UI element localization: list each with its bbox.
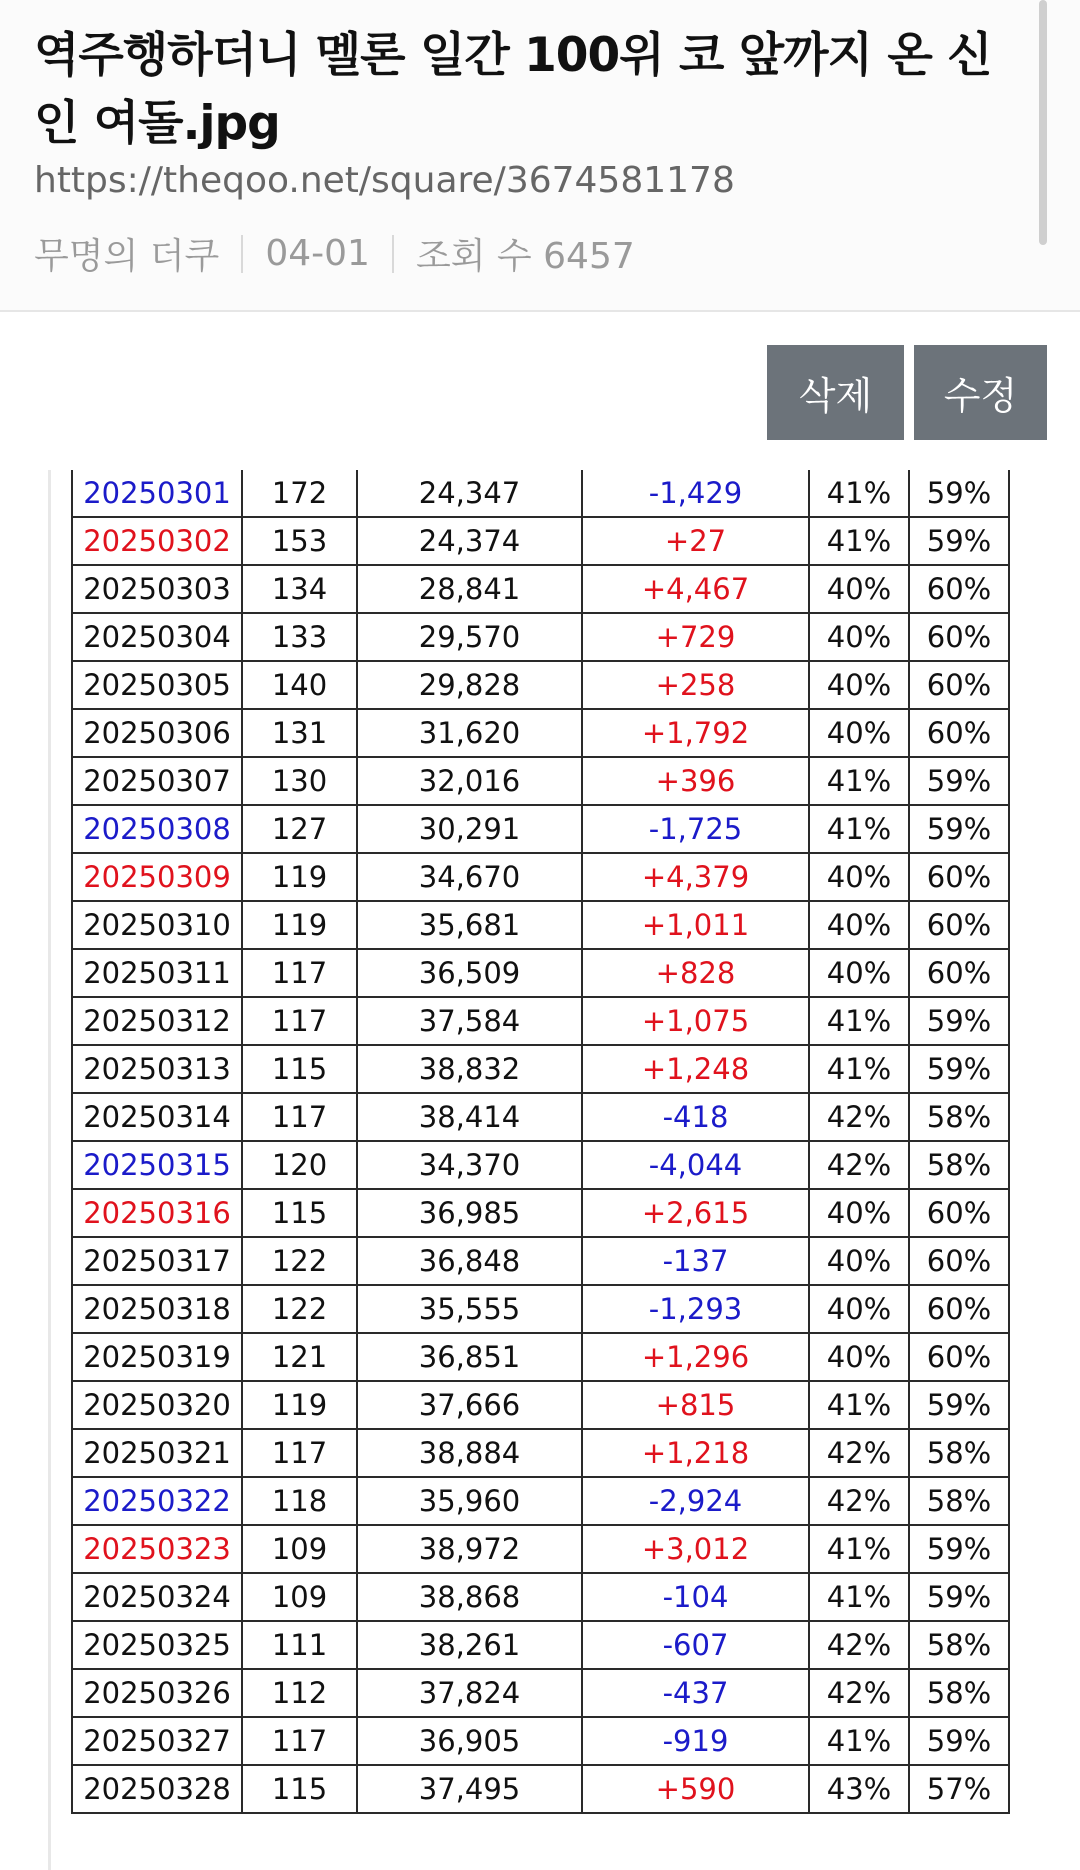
post-url-link[interactable]: https://theqoo.net/square/3674581178 [34, 160, 735, 201]
listener-count-cell: 36,509 [357, 949, 582, 997]
rank-cell: 122 [242, 1285, 357, 1333]
percent-cell-1: 40% [809, 1285, 909, 1333]
percent-cell-2: 58% [909, 1621, 1009, 1669]
rank-cell: 119 [242, 853, 357, 901]
rank-cell: 134 [242, 565, 357, 613]
change-cell: -437 [582, 1669, 809, 1717]
table-row [72, 997, 1009, 1045]
listener-count-cell: 29,570 [357, 613, 582, 661]
percent-cell-1: 42% [809, 1477, 909, 1525]
date-cell: 20250319 [72, 1333, 242, 1381]
percent-cell-1: 42% [809, 1669, 909, 1717]
percent-cell-1: 40% [809, 949, 909, 997]
change-cell: +590 [582, 1765, 809, 1813]
percent-cell-1: 41% [809, 1717, 909, 1765]
rank-cell: 140 [242, 661, 357, 709]
table-row [72, 1045, 1009, 1093]
percent-cell-1: 42% [809, 1429, 909, 1477]
table-row [72, 1093, 1009, 1141]
table-row [72, 1573, 1009, 1621]
delete-button[interactable]: 삭제 [767, 345, 904, 440]
rank-cell: 131 [242, 709, 357, 757]
table-row [72, 1525, 1009, 1573]
change-cell: -4,044 [582, 1141, 809, 1189]
change-cell: +1,218 [582, 1429, 809, 1477]
chart-table-image [0, 470, 1080, 1870]
table-row [72, 661, 1009, 709]
post-date: 04-01 [265, 233, 370, 274]
listener-count-cell: 35,960 [357, 1477, 582, 1525]
percent-cell-2: 60% [909, 661, 1009, 709]
percent-cell-1: 41% [809, 997, 909, 1045]
percent-cell-1: 41% [809, 1045, 909, 1093]
percent-cell-1: 41% [809, 757, 909, 805]
table-row [72, 1333, 1009, 1381]
table-row [72, 709, 1009, 757]
listener-count-cell: 34,370 [357, 1141, 582, 1189]
change-cell: +1,011 [582, 901, 809, 949]
percent-cell-2: 60% [909, 1285, 1009, 1333]
listener-count-cell: 32,016 [357, 757, 582, 805]
table-row [72, 517, 1009, 565]
table-row [72, 1381, 1009, 1429]
change-cell: -137 [582, 1237, 809, 1285]
percent-cell-1: 40% [809, 1237, 909, 1285]
change-cell: +815 [582, 1381, 809, 1429]
percent-cell-2: 58% [909, 1477, 1009, 1525]
table-row [72, 1237, 1009, 1285]
rank-cell: 115 [242, 1045, 357, 1093]
table-row [72, 1621, 1009, 1669]
view-count: 조회 수 6457 [415, 236, 635, 277]
listener-count-cell: 38,972 [357, 1525, 582, 1573]
meta-divider [241, 235, 243, 273]
date-cell: 20250305 [72, 661, 242, 709]
percent-cell-1: 40% [809, 1189, 909, 1237]
listener-count-cell: 36,848 [357, 1237, 582, 1285]
percent-cell-2: 58% [909, 1669, 1009, 1717]
change-cell: -104 [582, 1573, 809, 1621]
percent-cell-2: 59% [909, 997, 1009, 1045]
table-row [72, 901, 1009, 949]
table-body [72, 470, 1009, 1813]
listener-count-cell: 37,666 [357, 1381, 582, 1429]
percent-cell-1: 40% [809, 901, 909, 949]
percent-cell-1: 41% [809, 805, 909, 853]
date-cell: 20250317 [72, 1237, 242, 1285]
scrollbar[interactable] [1039, 0, 1047, 245]
date-cell: 20250320 [72, 1381, 242, 1429]
rank-cell: 122 [242, 1237, 357, 1285]
rank-cell: 109 [242, 1573, 357, 1621]
percent-cell-2: 60% [909, 1237, 1009, 1285]
rank-cell: 119 [242, 901, 357, 949]
listener-count-cell: 37,495 [357, 1765, 582, 1813]
rank-cell: 121 [242, 1333, 357, 1381]
listener-count-cell: 34,670 [357, 853, 582, 901]
table-row [72, 757, 1009, 805]
table-row [72, 1429, 1009, 1477]
rank-cell: 118 [242, 1477, 357, 1525]
rank-cell: 115 [242, 1189, 357, 1237]
date-cell: 20250316 [72, 1189, 242, 1237]
change-cell: +1,248 [582, 1045, 809, 1093]
edit-button[interactable]: 수정 [914, 345, 1047, 440]
date-cell: 20250309 [72, 853, 242, 901]
percent-cell-1: 40% [809, 613, 909, 661]
table-row [72, 949, 1009, 997]
table-row [72, 470, 1009, 517]
percent-cell-2: 60% [909, 709, 1009, 757]
rank-cell: 115 [242, 1765, 357, 1813]
listener-count-cell: 36,851 [357, 1333, 582, 1381]
change-cell: +4,467 [582, 565, 809, 613]
melon-daily-chart-table [71, 470, 1010, 1814]
percent-cell-1: 41% [809, 1381, 909, 1429]
percent-cell-1: 43% [809, 1765, 909, 1813]
date-cell: 20250312 [72, 997, 242, 1045]
table-row [72, 853, 1009, 901]
rank-cell: 120 [242, 1141, 357, 1189]
rank-cell: 172 [242, 470, 357, 517]
percent-cell-1: 41% [809, 470, 909, 517]
percent-cell-2: 60% [909, 613, 1009, 661]
listener-count-cell: 31,620 [357, 709, 582, 757]
listener-count-cell: 35,681 [357, 901, 582, 949]
date-cell: 20250327 [72, 1717, 242, 1765]
change-cell: -919 [582, 1717, 809, 1765]
date-cell: 20250314 [72, 1093, 242, 1141]
percent-cell-2: 60% [909, 949, 1009, 997]
change-cell: +396 [582, 757, 809, 805]
image-edge [48, 470, 51, 1870]
percent-cell-1: 41% [809, 1573, 909, 1621]
rank-cell: 127 [242, 805, 357, 853]
date-cell: 20250318 [72, 1285, 242, 1333]
percent-cell-1: 41% [809, 1525, 909, 1573]
date-cell: 20250325 [72, 1621, 242, 1669]
percent-cell-2: 58% [909, 1093, 1009, 1141]
listener-count-cell: 38,261 [357, 1621, 582, 1669]
date-cell: 20250310 [72, 901, 242, 949]
percent-cell-2: 60% [909, 1189, 1009, 1237]
change-cell: +1,296 [582, 1333, 809, 1381]
percent-cell-2: 59% [909, 1573, 1009, 1621]
percent-cell-1: 40% [809, 565, 909, 613]
listener-count-cell: 36,905 [357, 1717, 582, 1765]
date-cell: 20250308 [72, 805, 242, 853]
rank-cell: 117 [242, 949, 357, 997]
listener-count-cell: 35,555 [357, 1285, 582, 1333]
date-cell: 20250323 [72, 1525, 242, 1573]
rank-cell: 117 [242, 997, 357, 1045]
change-cell: +828 [582, 949, 809, 997]
rank-cell: 117 [242, 1429, 357, 1477]
date-cell: 20250311 [72, 949, 242, 997]
table-row [72, 1189, 1009, 1237]
change-cell: +3,012 [582, 1525, 809, 1573]
table-row [72, 565, 1009, 613]
rank-cell: 117 [242, 1717, 357, 1765]
author-name: 무명의 더쿠 [34, 236, 220, 277]
listener-count-cell: 30,291 [357, 805, 582, 853]
percent-cell-2: 59% [909, 1381, 1009, 1429]
table-row [72, 805, 1009, 853]
percent-cell-2: 59% [909, 757, 1009, 805]
percent-cell-2: 57% [909, 1765, 1009, 1813]
change-cell: +2,615 [582, 1189, 809, 1237]
change-cell: +27 [582, 517, 809, 565]
date-cell: 20250301 [72, 470, 242, 517]
post-meta [34, 228, 635, 279]
change-cell: -418 [582, 1093, 809, 1141]
table-row [72, 1669, 1009, 1717]
listener-count-cell: 24,374 [357, 517, 582, 565]
date-cell: 20250303 [72, 565, 242, 613]
date-cell: 20250304 [72, 613, 242, 661]
listener-count-cell: 38,884 [357, 1429, 582, 1477]
rank-cell: 111 [242, 1621, 357, 1669]
change-cell: -1,429 [582, 470, 809, 517]
rank-cell: 119 [242, 1381, 357, 1429]
change-cell: +258 [582, 661, 809, 709]
date-cell: 20250328 [72, 1765, 242, 1813]
date-cell: 20250326 [72, 1669, 242, 1717]
date-cell: 20250313 [72, 1045, 242, 1093]
rank-cell: 153 [242, 517, 357, 565]
percent-cell-2: 60% [909, 853, 1009, 901]
percent-cell-2: 60% [909, 565, 1009, 613]
table-row [72, 1141, 1009, 1189]
rank-cell: 109 [242, 1525, 357, 1573]
listener-count-cell: 37,584 [357, 997, 582, 1045]
percent-cell-1: 40% [809, 1333, 909, 1381]
rank-cell: 112 [242, 1669, 357, 1717]
change-cell: -2,924 [582, 1477, 809, 1525]
change-cell: +1,792 [582, 709, 809, 757]
date-cell: 20250306 [72, 709, 242, 757]
listener-count-cell: 36,985 [357, 1189, 582, 1237]
date-cell: 20250302 [72, 517, 242, 565]
listener-count-cell: 38,868 [357, 1573, 582, 1621]
listener-count-cell: 29,828 [357, 661, 582, 709]
change-cell: -1,293 [582, 1285, 809, 1333]
percent-cell-2: 59% [909, 1525, 1009, 1573]
percent-cell-1: 42% [809, 1141, 909, 1189]
percent-cell-2: 58% [909, 1429, 1009, 1477]
percent-cell-1: 41% [809, 517, 909, 565]
percent-cell-2: 59% [909, 1717, 1009, 1765]
listener-count-cell: 38,832 [357, 1045, 582, 1093]
post-title: 역주행하더니 멜론 일간 100위 코 앞까지 온 신인 여돌.jpg [34, 28, 992, 151]
percent-cell-1: 42% [809, 1093, 909, 1141]
change-cell: +729 [582, 613, 809, 661]
table-row [72, 1285, 1009, 1333]
table-row [72, 1717, 1009, 1765]
percent-cell-2: 59% [909, 470, 1009, 517]
post-header [0, 0, 1080, 312]
percent-cell-2: 60% [909, 1333, 1009, 1381]
listener-count-cell: 24,347 [357, 470, 582, 517]
table-row [72, 613, 1009, 661]
percent-cell-1: 40% [809, 661, 909, 709]
rank-cell: 133 [242, 613, 357, 661]
date-cell: 20250322 [72, 1477, 242, 1525]
date-cell: 20250321 [72, 1429, 242, 1477]
percent-cell-2: 59% [909, 805, 1009, 853]
change-cell: -607 [582, 1621, 809, 1669]
percent-cell-1: 40% [809, 709, 909, 757]
change-cell: +4,379 [582, 853, 809, 901]
percent-cell-1: 42% [809, 1621, 909, 1669]
change-cell: -1,725 [582, 805, 809, 853]
listener-count-cell: 38,414 [357, 1093, 582, 1141]
percent-cell-2: 58% [909, 1141, 1009, 1189]
percent-cell-1: 40% [809, 853, 909, 901]
percent-cell-2: 60% [909, 901, 1009, 949]
table-row [72, 1765, 1009, 1813]
listener-count-cell: 37,824 [357, 1669, 582, 1717]
date-cell: 20250307 [72, 757, 242, 805]
table-row [72, 1477, 1009, 1525]
percent-cell-2: 59% [909, 1045, 1009, 1093]
percent-cell-2: 59% [909, 517, 1009, 565]
rank-cell: 130 [242, 757, 357, 805]
listener-count-cell: 28,841 [357, 565, 582, 613]
rank-cell: 117 [242, 1093, 357, 1141]
date-cell: 20250324 [72, 1573, 242, 1621]
date-cell: 20250315 [72, 1141, 242, 1189]
meta-divider [392, 235, 394, 273]
change-cell: +1,075 [582, 997, 809, 1045]
